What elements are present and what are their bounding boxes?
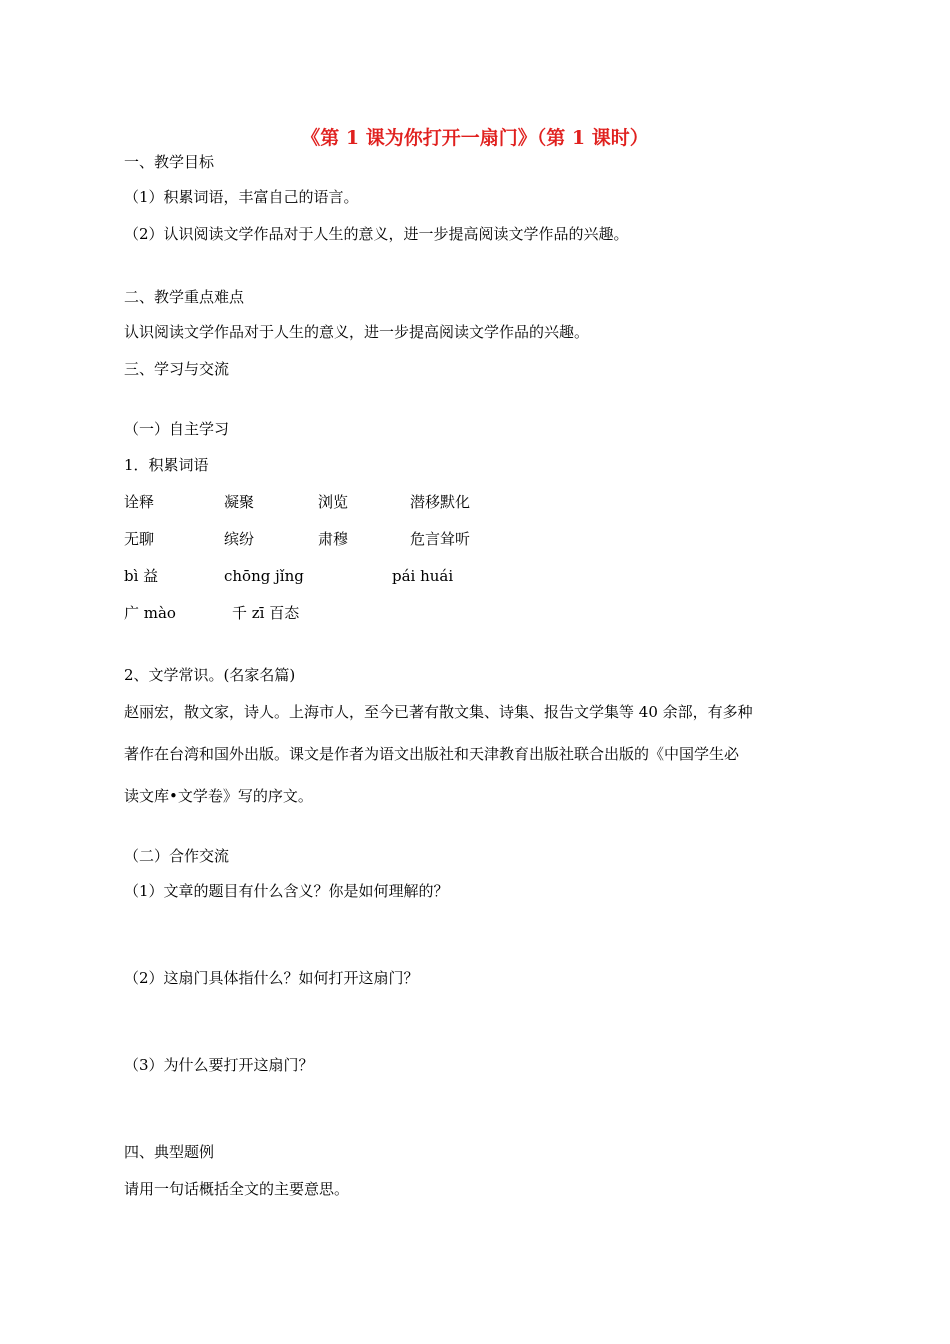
document-title: 《第 1 课为你打开一扇门》（第 1 课时） xyxy=(301,127,649,149)
vocab-word: 广 mào xyxy=(124,604,176,622)
vocab-word: 危言耸听 xyxy=(410,530,471,548)
section-4-heading: 四、典型题例 xyxy=(124,1143,215,1161)
vocab-word: chōng jǐng xyxy=(224,567,304,585)
literature-line: 读文库•文学卷》写的序文。 xyxy=(124,787,313,805)
section-2-heading: 二、教学重点难点 xyxy=(124,288,245,306)
vocab-word: 无聊 xyxy=(124,530,155,548)
literature-line: 赵丽宏，散文家，诗人。上海市人，至今已著有散文集、诗集、报告文学集等 40 余部，有多种 xyxy=(124,703,753,721)
question-1: （1）文章的题目有什么含义？你是如何理解的？ xyxy=(124,882,449,900)
literature-line: 著作在台湾和国外出版。课文是作者为语文出版社和天津教育出版社联合出版的《中国学生必 xyxy=(124,745,740,763)
vocab-word: 诠释 xyxy=(124,493,155,511)
vocab-word: pái huái xyxy=(392,567,454,585)
section-2-text: 认识阅读文学作品对于人生的意义，进一步提高阅读文学作品的兴趣。 xyxy=(124,323,590,341)
section-1-heading: 一、教学目标 xyxy=(124,153,215,171)
literature-title: 2、文学常识。(名家名篇) xyxy=(124,666,296,684)
vocab-word: 千 zī 百态 xyxy=(232,604,300,622)
section-3-heading: 三、学习与交流 xyxy=(124,360,230,378)
objective-1: （1）积累词语，丰富自己的语言。 xyxy=(124,188,359,206)
vocab-word: 潜移默化 xyxy=(410,493,471,511)
section-4-text: 请用一句话概括全文的主要意思。 xyxy=(124,1180,350,1198)
question-3: （3）为什么要打开这扇门？ xyxy=(124,1056,314,1074)
vocab-word: bì 益 xyxy=(124,567,159,585)
vocab-word: 缤纷 xyxy=(224,530,255,548)
subsection-cooperation: （二）合作交流 xyxy=(124,847,230,865)
vocab-title: 1．积累词语 xyxy=(124,456,209,474)
vocab-word: 凝聚 xyxy=(224,493,255,511)
vocab-word: 浏览 xyxy=(318,493,349,511)
subsection-self-study: （一）自主学习 xyxy=(124,420,230,438)
vocab-word: 肃穆 xyxy=(318,530,349,548)
objective-2: （2）认识阅读文学作品对于人生的意义，进一步提高阅读文学作品的兴趣。 xyxy=(124,225,629,243)
question-2: （2）这扇门具体指什么？如何打开这扇门？ xyxy=(124,969,419,987)
